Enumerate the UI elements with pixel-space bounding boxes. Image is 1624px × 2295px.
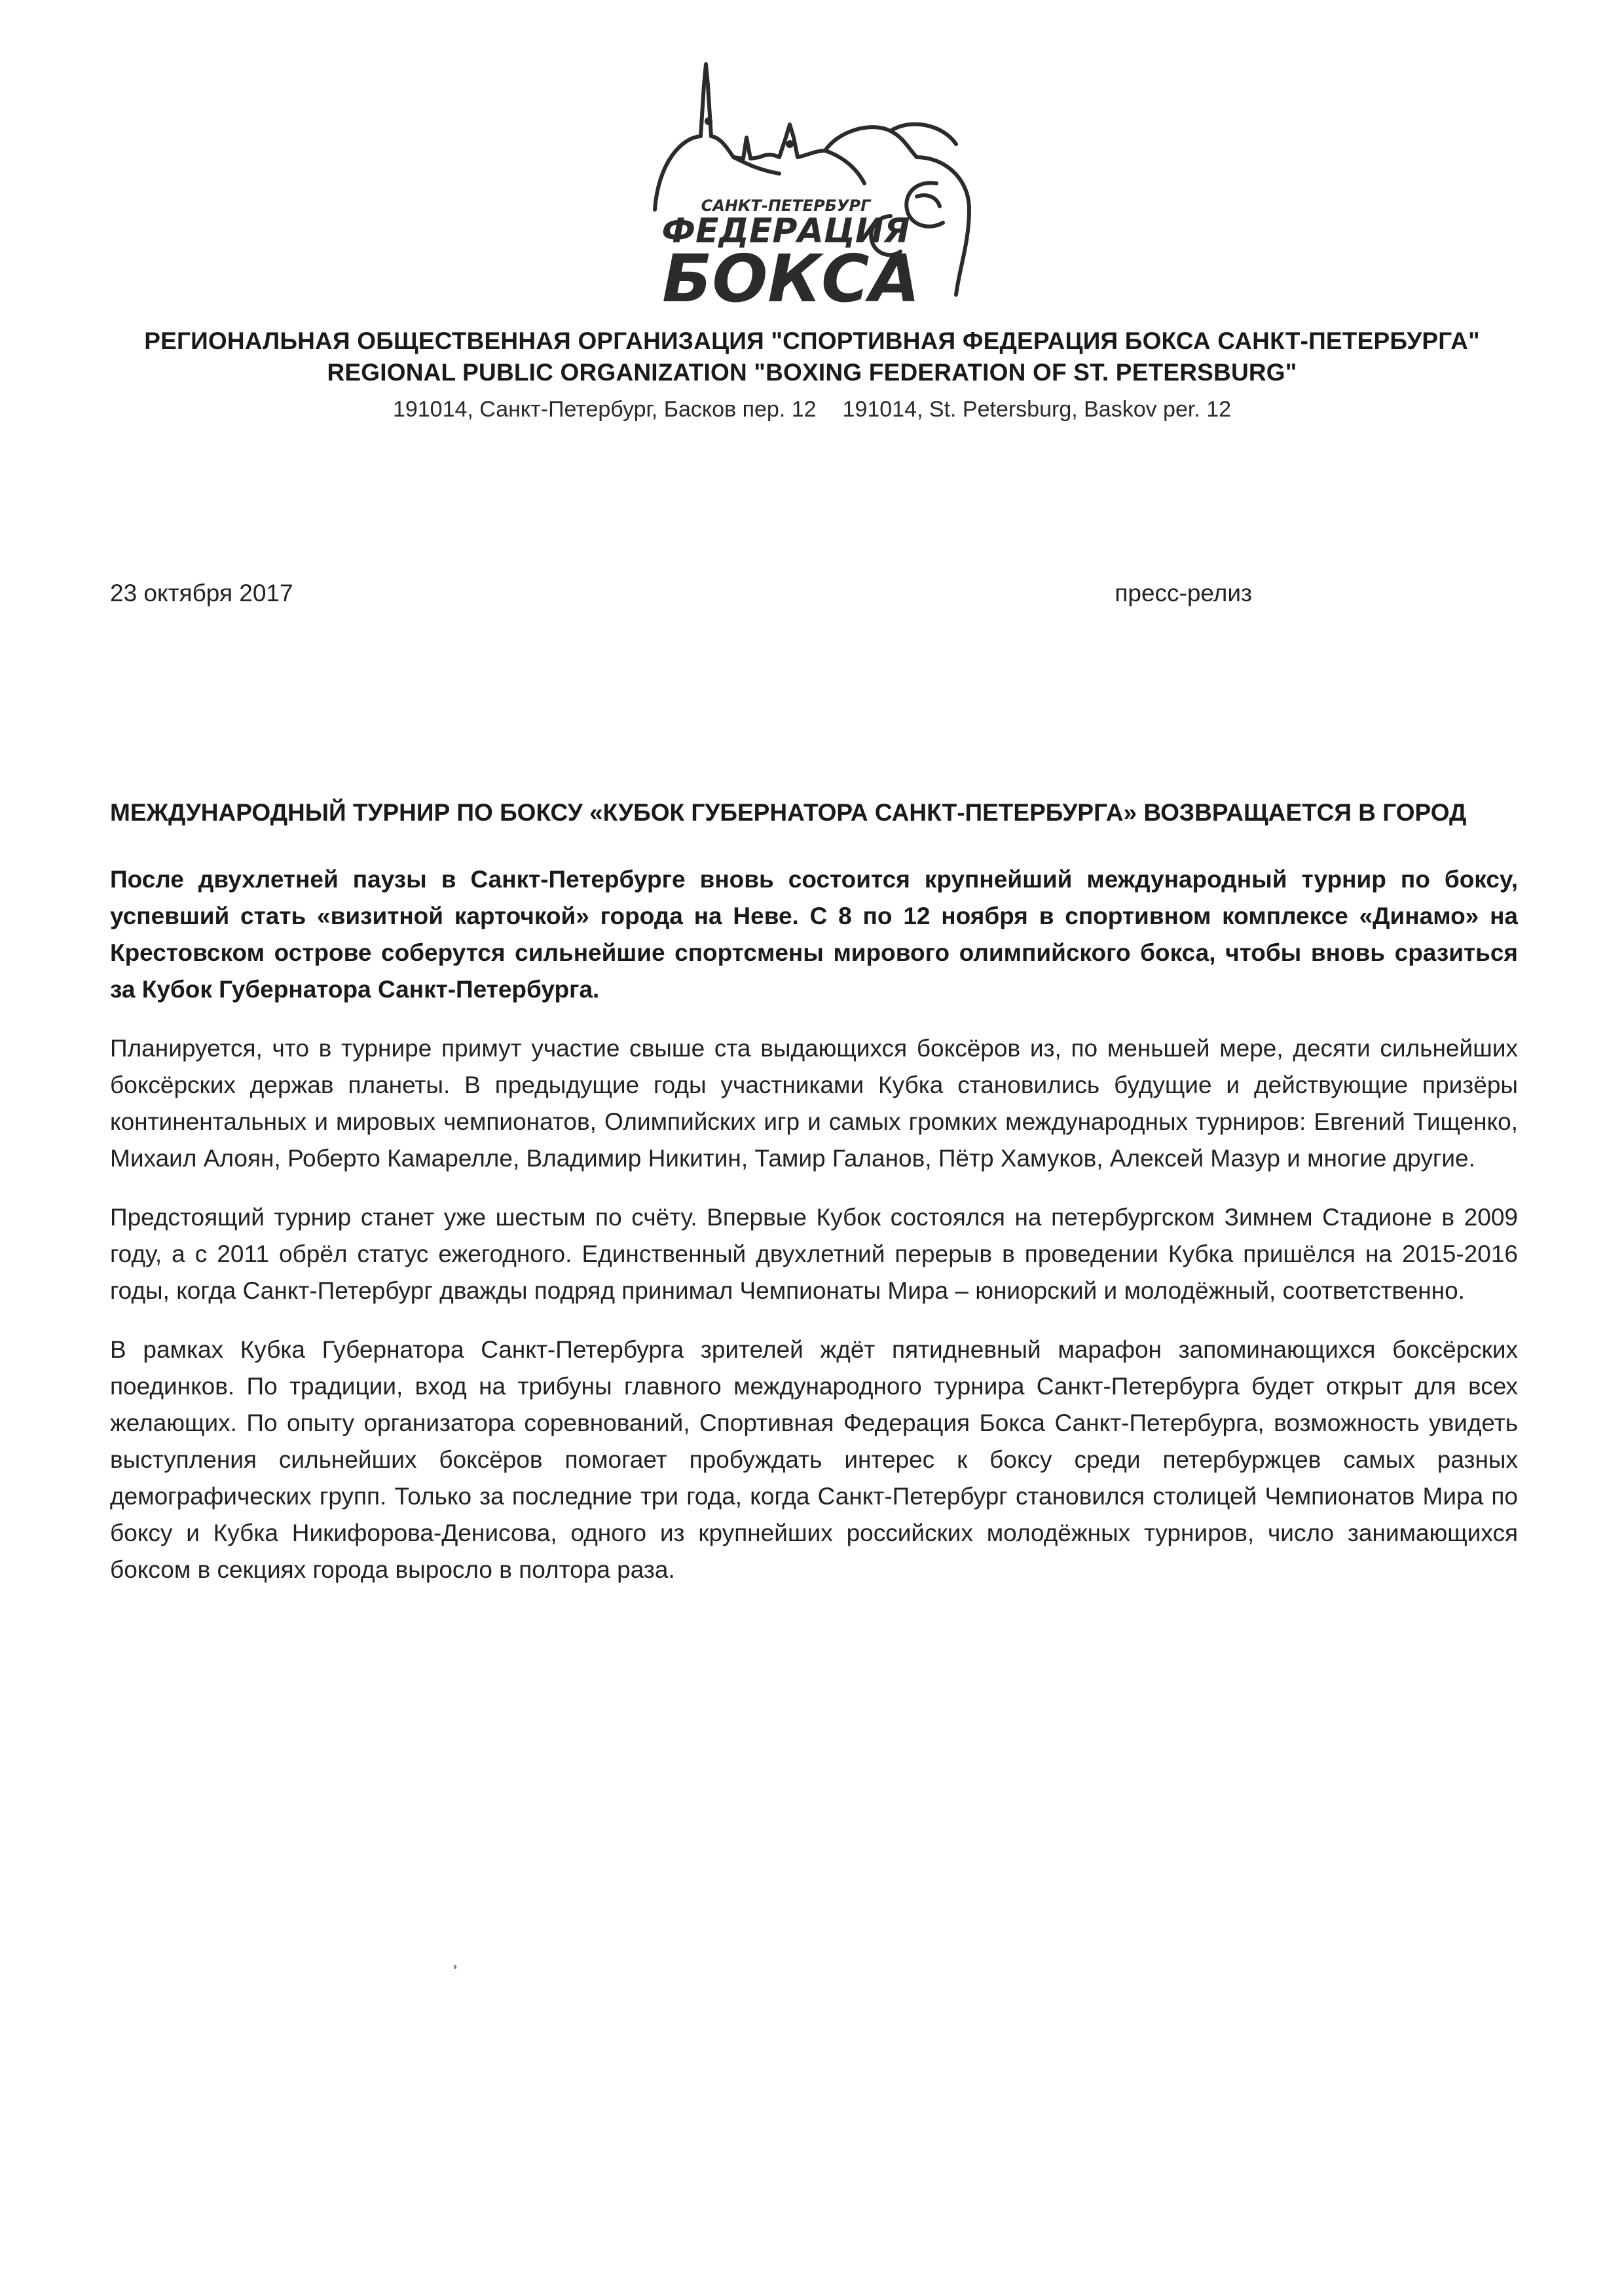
logo-line2: БОКСА bbox=[662, 240, 920, 317]
release-date: 23 октября 2017 bbox=[110, 580, 293, 606]
paragraph: В рамках Кубка Губернатора Санкт-Петербурга зрителей ждёт пятидневный марафон запоминающихся боксёрских поединков. По традиции, вход на трибуны главного международного турнира Санкт-Петербурга будет открыт для всех желающих. По опыту организатора соревнований, Спортивная Федерация Бокса Санкт-Петербурга, возможность увидеть выступления сильнейших боксёров помогает пробуждать интерес к боксу среди петербуржцев самых разных демографических групп. Только за последние три года, когда Санкт-Петербург становился столицей Чемпионатов Мира по боксу и Кубка Никифорова-Денисова, одного из крупнейших российских молодёжных турниров, число занимающихся боксом в секциях города выросло в полтора раза. bbox=[110, 1336, 1518, 1583]
org-name-ru: РЕГИОНАЛЬНАЯ ОБЩЕСТВЕННАЯ ОРГАНИЗАЦИЯ "СПОРТИВНАЯ ФЕДЕРАЦИЯ БОКСА САНКТ-ПЕТЕРБУРГА" bbox=[144, 327, 1480, 354]
address-ru: 191014, Санкт-Петербург, Басков пер. 12 bbox=[392, 397, 817, 422]
lead-paragraph: После двухлетней паузы в Санкт-Петербурге вновь состоится крупнейший международный турнир по боксу, успевший стать «визитной карточкой» города на Неве. С 8 по 12 ноября в спортивном комплексе «Динамо» на Крестовском острове соберутся сильнейшие спортсмены мирового олимпийского бокса, чтобы вновь сразиться за Кубок Губернатора Санкт-Петербурга. bbox=[110, 866, 1518, 1003]
body-text bbox=[110, 861, 1518, 1611]
logo-city-label: САНКТ-ПЕТЕРБУРГ bbox=[701, 196, 871, 215]
paragraph: Планируется, что в турнире примут участие свыше ста выдающихся боксёров из, по меньшей мере, десяти сильнейших боксёрских держав планеты. В предыдущие годы участниками Кубка становились будущие и действующие призёры континентальных и мировых чемпионатов, Олимпийских игр и самых громких международных турниров: Евгений Тищенко, Михаил Алоян, Роберто Камарелле, Владимир Никитин, Тамир Галанов, Пётр Хамуков, Алексей Мазур и многие другие. bbox=[110, 1035, 1518, 1172]
headline: МЕЖДУНАРОДНЫЙ ТУРНИР ПО БОКСУ «КУБОК ГУБЕРНАТОРА САНКТ-ПЕТЕРБУРГА» ВОЗВРАЩАЕТСЯ В ГОРОД bbox=[110, 799, 1467, 826]
address-en: 191014, St. Petersburg, Baskov per. 12 bbox=[842, 397, 1232, 422]
org-name-en: REGIONAL PUBLIC ORGANIZATION "BOXING FEDERATION OF ST. PETERSBURG" bbox=[327, 359, 1297, 386]
federation-logo bbox=[629, 59, 1008, 321]
letterhead bbox=[0, 0, 1624, 458]
scan-speck bbox=[454, 1965, 456, 1969]
paragraph: Предстоящий турнир станет уже шестым по счёту. Впервые Кубок состоялся на петербургском Зимнем Стадионе в 2009 году, а с 2011 обрёл статус ежегодного. Единственный двухлетний перерыв в проведении Кубка пришёлся на 2015-2016 годы, когда Санкт-Петербург дважды подряд принимал Чемпионаты Мира – юниорский и молодёжный, соответственно. bbox=[110, 1204, 1518, 1304]
federation-logo-emblem bbox=[629, 59, 1008, 321]
address-line bbox=[0, 397, 1624, 422]
document-type: пресс-релиз bbox=[1115, 580, 1252, 606]
logo-line1: ФЕДЕРАЦИЯ bbox=[661, 212, 910, 251]
